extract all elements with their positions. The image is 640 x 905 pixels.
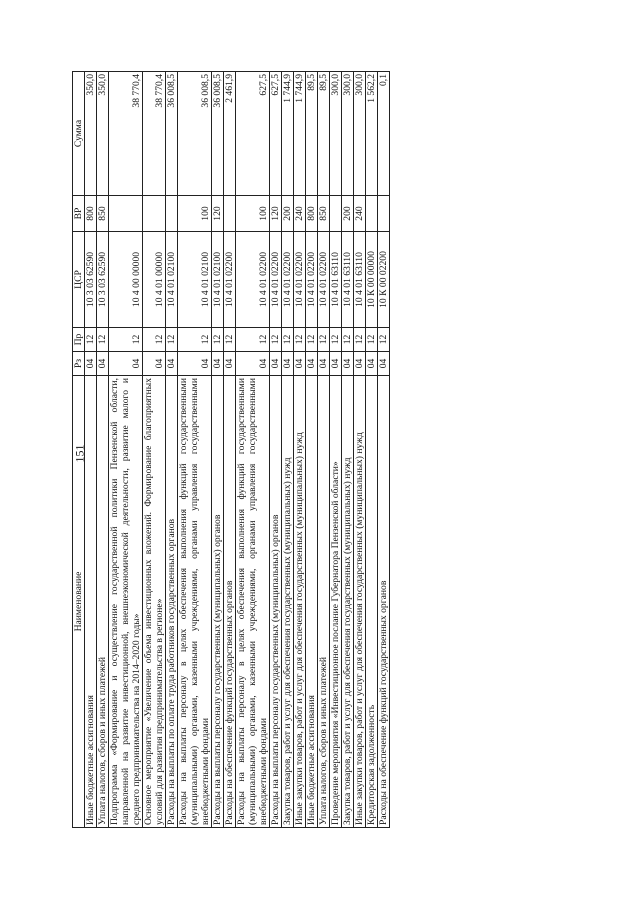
cell-csr: 10 4 01 63110 [342,232,354,328]
cell-name: Основное мероприятие «Увеличение объема инвестиционных вложений. Формирование благоприятных условий для развития предпринимательства в регионе» [143,376,166,828]
table-row [294,72,306,828]
cell-sum: 38 770,4 [109,72,143,196]
cell-csr: 10 4 01 02200 [294,232,306,328]
cell-pr: 12 [270,328,282,352]
cell-name: Расходы на выплаты персоналу в целях обеспечения выполнения функций государственными (муниципальными) органами, казенными учреждениями, органами управления государственными внебюджетными фондами [178,376,212,828]
cell-name: Иные бюджетные ассигнования [85,376,97,828]
cell-sum: 89,5 [306,72,318,196]
cell-rz: 04 [282,352,294,376]
cell-rz: 04 [97,352,109,376]
cell-name: Проведение мероприятия «Инвестиционное послание Губернатора Пензенской области» [330,376,342,828]
cell-rz: 04 [354,352,366,376]
page-number: 151 [72,444,87,463]
cell-rz: 04 [212,352,224,376]
cell-name: Уплата налогов, сборов и иных платежей [318,376,330,828]
cell-sum: 2 461,9 [224,72,236,196]
cell-sum: 0,1 [378,72,390,196]
cell-name: Расходы на выплаты по оплате труда работников государственных органов [166,376,178,828]
cell-pr: 12 [236,328,270,352]
cell-name: Кредиторская задолженность [366,376,378,828]
cell-name: Иные закупки товаров, работ и услуг для обеспечения государственных (муниципальных) нужд [294,376,306,828]
cell-rz: 04 [294,352,306,376]
header-sum: Сумма [73,72,85,196]
table-row [366,72,378,828]
table-row [306,72,318,828]
cell-rz: 04 [178,352,212,376]
cell-pr: 12 [342,328,354,352]
cell-csr: 10 4 01 02100 [178,232,212,328]
cell-sum: 38 770,4 [143,72,166,196]
cell-vr [378,196,390,232]
cell-sum: 300,0 [342,72,354,196]
cell-csr: 10 4 01 02200 [318,232,330,328]
cell-pr: 12 [306,328,318,352]
cell-rz: 04 [330,352,342,376]
cell-name: Расходы на выплаты персоналу в целях обеспечения выполнения функций государственными (муниципальными) органами, казенными учреждениями, органами управления государственными внебюджетными фондами [236,376,270,828]
cell-pr: 12 [330,328,342,352]
cell-rz: 04 [109,352,143,376]
cell-pr: 12 [178,328,212,352]
cell-csr: 10 3 03 62590 [97,232,109,328]
cell-rz: 04 [270,352,282,376]
budget-table-container [72,72,544,828]
cell-pr: 12 [282,328,294,352]
cell-vr: 100 [178,196,212,232]
cell-pr: 12 [354,328,366,352]
cell-name: Расходы на выплаты персоналу государственных (муниципальных) органов [212,376,224,828]
cell-sum: 1 744,9 [282,72,294,196]
table-row [318,72,330,828]
header-csr: ЦСР [73,232,85,328]
table-row [330,72,342,828]
cell-csr: 10 4 01 00000 [143,232,166,328]
cell-rz: 04 [143,352,166,376]
cell-sum: 36 008,5 [178,72,212,196]
cell-name: Закупка товаров, работ и услуг для обеспечения государственных (муниципальных) нужд [282,376,294,828]
cell-name: Расходы на выплаты персоналу государственных (муниципальных) органов [270,376,282,828]
cell-sum: 300,0 [354,72,366,196]
cell-vr: 120 [212,196,224,232]
cell-sum: 1 562,2 [366,72,378,196]
table-row [342,72,354,828]
cell-vr: 240 [354,196,366,232]
cell-name: Подпрограмма «Формирование и осуществление государственной политики Пензенской области, направленной на развитие инвестиционной, внешнеэкономической деятельности, развитие малого и среднего предпринимательства на 2014–2020 годы» [109,376,143,828]
cell-vr [366,196,378,232]
table-row [109,72,143,828]
table-row [224,72,236,828]
cell-vr: 800 [306,196,318,232]
cell-csr: 10 4 01 02100 [212,232,224,328]
cell-rz: 04 [378,352,390,376]
cell-pr: 12 [294,328,306,352]
cell-sum: 36 008,5 [166,72,178,196]
cell-rz: 04 [85,352,97,376]
cell-sum: 627,5 [270,72,282,196]
table-header-row [73,72,85,828]
table-row [97,72,109,828]
cell-sum: 350,0 [97,72,109,196]
header-rz: Рз [73,352,85,376]
cell-vr [143,196,166,232]
cell-vr: 850 [318,196,330,232]
cell-rz: 04 [306,352,318,376]
cell-rz: 04 [342,352,354,376]
cell-sum: 1 744,9 [294,72,306,196]
cell-csr: 10 К 00 00000 [366,232,378,328]
table-row [178,72,212,828]
table-row [282,72,294,828]
cell-name: Расходы на обеспечение функций государственных органов [378,376,390,828]
header-pr: Пр [73,328,85,352]
cell-csr: 10 4 01 02200 [270,232,282,328]
cell-name: Иные бюджетные ассигнования [306,376,318,828]
cell-pr: 12 [109,328,143,352]
cell-name: Закупка товаров, работ и услуг для обеспечения государственных (муниципальных) нужд [342,376,354,828]
cell-sum: 36 008,5 [212,72,224,196]
table-row [354,72,366,828]
cell-csr: 10 4 01 63110 [330,232,342,328]
cell-csr: 10 4 01 02200 [306,232,318,328]
header-vr: ВР [73,196,85,232]
cell-vr [109,196,143,232]
cell-vr: 850 [97,196,109,232]
cell-pr: 12 [212,328,224,352]
table-row [236,72,270,828]
budget-table [72,71,390,828]
cell-pr: 12 [97,328,109,352]
cell-pr: 12 [143,328,166,352]
cell-rz: 04 [166,352,178,376]
cell-pr: 12 [85,328,97,352]
cell-rz: 04 [224,352,236,376]
cell-vr [330,196,342,232]
cell-vr: 100 [236,196,270,232]
cell-pr: 12 [224,328,236,352]
cell-name: Уплата налогов, сборов и иных платежей [97,376,109,828]
cell-csr: 10 К 00 02200 [378,232,390,328]
header-name: Наименование [73,376,85,828]
cell-csr: 10 4 01 02200 [282,232,294,328]
cell-sum: 350,0 [85,72,97,196]
table-row [143,72,166,828]
cell-rz: 04 [318,352,330,376]
cell-pr: 12 [318,328,330,352]
cell-pr: 12 [378,328,390,352]
cell-name: Иные закупки товаров, работ и услуг для обеспечения государственных (муниципальных) нужд [354,376,366,828]
cell-csr: 10 4 01 63110 [354,232,366,328]
cell-pr: 12 [366,328,378,352]
table-row [166,72,178,828]
table-row [85,72,97,828]
cell-name: Расходы на обеспечение функций государственных органов [224,376,236,828]
cell-csr: 10 3 03 62590 [85,232,97,328]
cell-sum: 300,0 [330,72,342,196]
cell-vr: 120 [270,196,282,232]
cell-csr: 10 4 01 02200 [224,232,236,328]
table-row [270,72,282,828]
table-row [212,72,224,828]
cell-sum: 89,5 [318,72,330,196]
cell-vr: 800 [85,196,97,232]
table-row [378,72,390,828]
cell-pr: 12 [166,328,178,352]
cell-sum: 627,5 [236,72,270,196]
cell-vr: 200 [342,196,354,232]
cell-csr: 10 4 01 02200 [236,232,270,328]
cell-csr: 10 4 00 00000 [109,232,143,328]
cell-rz: 04 [366,352,378,376]
cell-vr [224,196,236,232]
cell-rz: 04 [236,352,270,376]
cell-vr: 240 [294,196,306,232]
cell-vr: 200 [282,196,294,232]
cell-vr [166,196,178,232]
cell-csr: 10 4 01 02100 [166,232,178,328]
